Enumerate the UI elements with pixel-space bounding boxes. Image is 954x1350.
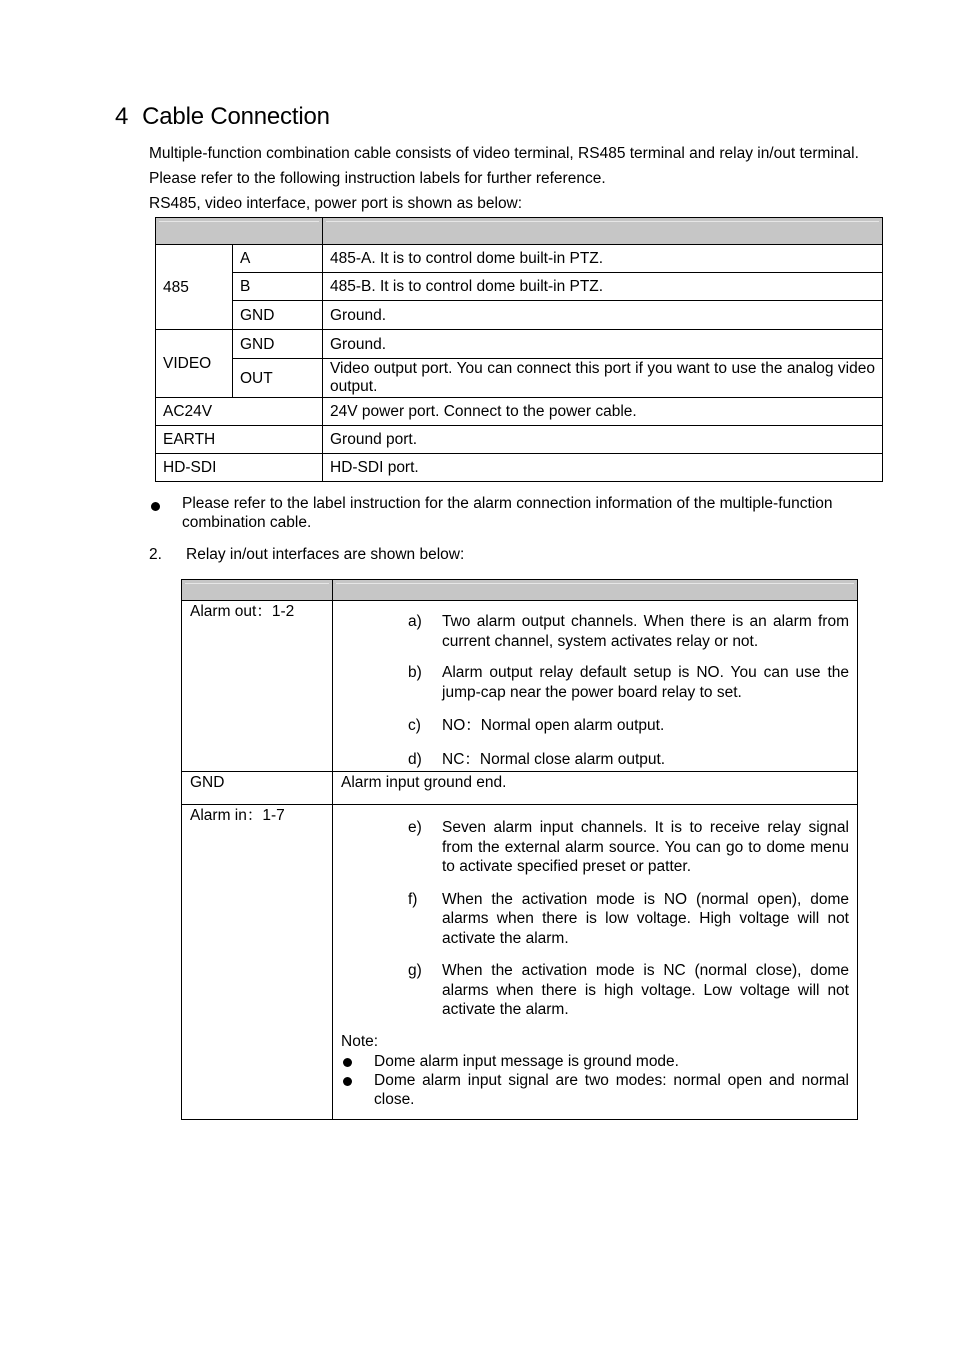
section-title: Cable Connection — [142, 103, 330, 130]
section-heading — [115, 103, 330, 131]
bullet-note-text: Please refer to the label instruction for the alarm connection information of the multiple-function combination cable. — [182, 495, 833, 531]
pin-cell: GND — [233, 301, 323, 330]
numbered-item-number: 2. — [149, 546, 162, 563]
list-item-text: NC：Normal close alarm output. — [442, 750, 666, 768]
list-marker: d) — [408, 750, 422, 768]
port-name-cell: EARTH — [156, 426, 323, 454]
section-number: 4 — [115, 103, 129, 130]
alarm-out-desc — [333, 601, 858, 772]
table-row — [156, 330, 883, 359]
table-row — [156, 454, 883, 482]
table-header-row — [156, 218, 883, 245]
desc-cell: HD-SDI port. — [323, 454, 883, 482]
numbered-item-text: Relay in/out interfaces are shown below: — [186, 546, 465, 563]
list-item-text: NO：Normal open alarm output. — [442, 717, 665, 734]
list-item — [341, 663, 849, 702]
bullet-icon — [343, 1058, 352, 1067]
list-item — [341, 961, 849, 1020]
desc-cell: 485-B. It is to control dome built-in PTZ. — [323, 273, 883, 301]
list-item — [341, 750, 849, 770]
list-item-text: When the activation mode is NO (normal open), dome alarms when there is low voltage. High voltage will not activate the alarm. — [442, 890, 849, 947]
relay-interface-table — [181, 579, 858, 1120]
header-cell-description — [333, 580, 858, 601]
port-name-cell: HD-SDI — [156, 454, 323, 482]
table-row — [156, 273, 883, 301]
table-row-gnd — [182, 772, 858, 805]
table-row — [156, 245, 883, 273]
note-list — [341, 1052, 849, 1109]
list-marker: e) — [408, 819, 422, 836]
desc-cell: 24V power port. Connect to the power cable. — [323, 398, 883, 426]
note-item — [341, 1052, 849, 1071]
intro-line-3: RS485, video interface, power port is shown as below: — [149, 195, 523, 212]
pin-cell: A — [233, 245, 323, 273]
header-cell-port — [182, 580, 333, 601]
table-row-alarm-in — [182, 805, 858, 1120]
list-marker: b) — [408, 664, 422, 681]
group-485: 485 — [156, 245, 233, 330]
alarm-in-desc — [333, 805, 858, 1120]
table-header-row — [182, 580, 858, 601]
table-row — [156, 426, 883, 454]
group-video: VIDEO — [156, 330, 233, 398]
desc-cell: Ground. — [323, 301, 883, 330]
list-item-text: Seven alarm input channels. It is to receive relay signal from the external alarm source. You can go to dome menu to activate specified preset or patter. — [442, 819, 849, 875]
desc-cell: Ground port. — [323, 426, 883, 454]
desc-cell: 485-A. It is to control dome built-in PTZ. — [323, 245, 883, 273]
bullet-icon — [343, 1077, 352, 1086]
list-item-text: Two alarm output channels. When there is an alarm from current channel, system activates relay or not. — [442, 613, 849, 650]
note-item-text: Dome alarm input message is ground mode. — [374, 1052, 679, 1070]
list-marker: a) — [408, 613, 422, 630]
intro-line-1: Multiple-function combination cable consists of video terminal, RS485 terminal and relay in/out terminal. — [149, 145, 859, 162]
header-cell-port — [156, 218, 323, 245]
port-name-cell: AC24V — [156, 398, 323, 426]
desc-cell: Video output port. You can connect this port if you want to use the analog video output. — [323, 359, 883, 398]
table-row — [156, 359, 883, 398]
list-item — [341, 890, 849, 949]
alarm-in-list — [341, 818, 849, 1020]
note-title: Note: — [341, 1032, 379, 1050]
header-cell-description — [323, 218, 883, 245]
list-item-text: When the activation mode is NC (normal close), dome alarms when there is high voltage. Low voltage will not activate the alarm. — [442, 962, 849, 1018]
desc-cell: Ground. — [323, 330, 883, 359]
list-marker: g) — [408, 962, 422, 979]
bullet-icon — [151, 502, 160, 511]
intro-line-2: Please refer to the following instruction labels for further reference. — [149, 170, 606, 187]
pin-cell: OUT — [233, 359, 323, 398]
table-row — [156, 398, 883, 426]
table-row — [156, 301, 883, 330]
gnd-desc: Alarm input ground end. — [333, 772, 858, 805]
pin-cell: GND — [233, 330, 323, 359]
list-item — [341, 818, 849, 877]
list-marker: c) — [408, 717, 421, 734]
gnd-label: GND — [182, 772, 333, 805]
table-row-alarm-out — [182, 601, 858, 772]
pin-cell: B — [233, 273, 323, 301]
list-item — [341, 612, 849, 651]
alarm-out-label: Alarm out：1-2 — [182, 601, 333, 772]
note-item-text: Dome alarm input signal are two modes: normal open and normal close. — [374, 1071, 849, 1108]
list-marker: f) — [408, 890, 418, 908]
rs485-video-power-table — [155, 217, 883, 482]
alarm-out-list — [341, 612, 849, 769]
list-item — [341, 716, 849, 736]
note-item — [341, 1071, 849, 1109]
list-item-text: Alarm output relay default setup is NO. You can use the jump-cap near the power board relay to set. — [442, 664, 849, 701]
alarm-in-label: Alarm in：1-7 — [182, 805, 333, 1120]
